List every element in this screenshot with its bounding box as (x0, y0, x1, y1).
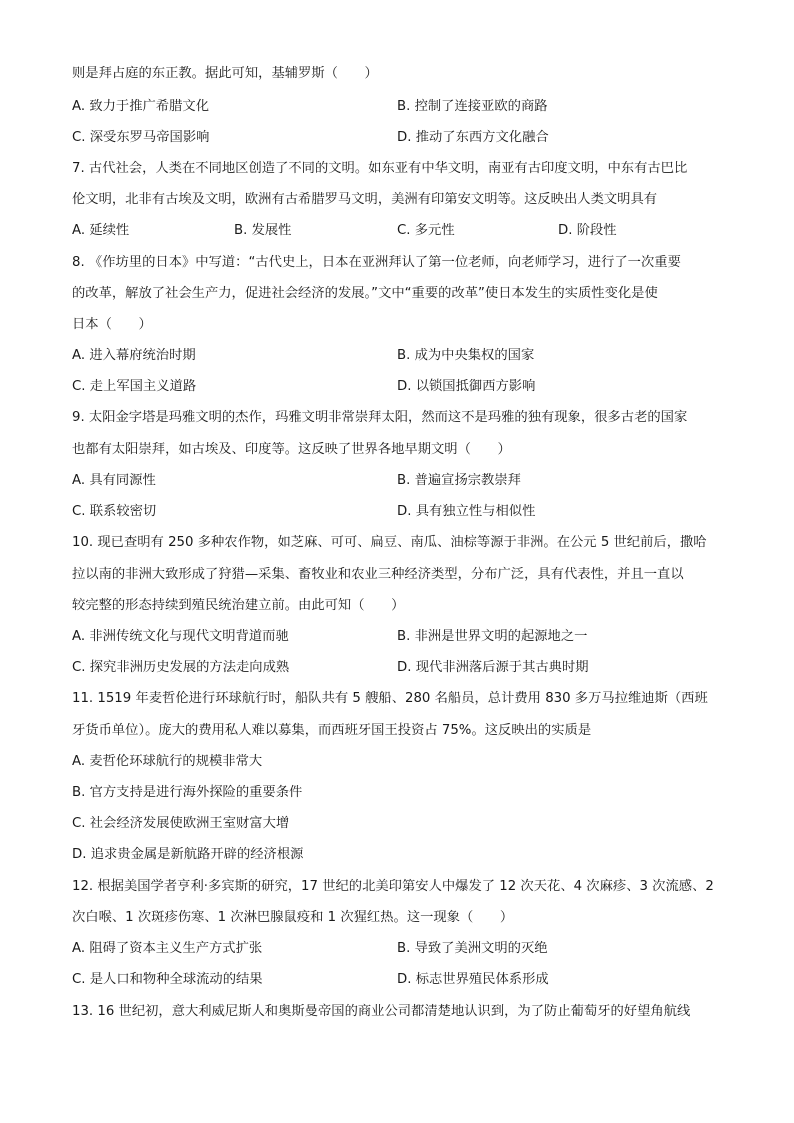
q6-option-b[interactable]: B. 控制了连接亚欧的商路 (397, 99, 548, 114)
q12-stem-line2: 次白喉、1 次斑疹伤寒、1 次淋巴腺鼠疫和 1 次猩红热。这一现象（ ） (72, 910, 514, 925)
q10-option-d[interactable]: D. 现代非洲落后源于其古典时期 (397, 660, 589, 675)
q12-option-b[interactable]: B. 导致了美洲文明的灭绝 (397, 941, 548, 956)
q8-option-c[interactable]: C. 走上军国主义道路 (72, 379, 197, 394)
q10-option-a[interactable]: A. 非洲传统文化与现代文明背道而驰 (72, 629, 289, 644)
q8-stem-line3: 日本（ ） (72, 317, 152, 332)
q11-stem-line1: 11. 1519 年麦哲伦进行环球航行时，船队共有 5 艘船、280 名船员，总计费用 830 多万马拉维迪斯（西班 (72, 691, 708, 706)
q10-stem-line3: 较完整的形态持续到殖民统治建立前。由此可知（ ） (72, 598, 405, 613)
q11-option-a[interactable]: A. 麦哲伦环球航行的规模非常大 (72, 754, 263, 769)
q6-option-d[interactable]: D. 推动了东西方文化融合 (397, 130, 549, 145)
q11-option-d[interactable]: D. 追求贵金属是新航路开辟的经济根源 (72, 847, 304, 862)
q13-stem-line1: 13. 16 世纪初，意大利威尼斯人和奥斯曼帝国的商业公司都清楚地认识到，为了防止葡萄牙的好望角航线 (72, 1004, 691, 1019)
q11-stem-line2: 牙货币单位）。庞大的费用私人难以募集，而西班牙国王投资占 75%。这反映出的实质是 (72, 723, 592, 738)
q8-stem-line2: 的改革，解放了社会生产力，促进社会经济的发展。”文中“重要的改革”使日本发生的实质性变化是使 (72, 286, 658, 301)
q10-option-c[interactable]: C. 探究非洲历史发展的方法走向成熟 (72, 660, 290, 675)
q7-stem-line1: 7. 古代社会，人类在不同地区创造了不同的文明。如东亚有中华文明，南亚有古印度文明，中东有古巴比 (72, 161, 688, 176)
q12-option-d[interactable]: D. 标志世界殖民体系形成 (397, 972, 549, 987)
q9-option-a[interactable]: A. 具有同源性 (72, 473, 156, 488)
q9-stem-line1: 9. 太阳金字塔是玛雅文明的杰作，玛雅文明非常崇拜太阳，然而这不是玛雅的独有现象，很多古老的国家 (72, 410, 688, 425)
q7-option-a[interactable]: A. 延续性 (72, 223, 130, 238)
q6-stem-tail: 则是拜占庭的东正教。据此可知，基辅罗斯（ ） (72, 66, 378, 81)
q6-option-c[interactable]: C. 深受东罗马帝国影响 (72, 130, 210, 145)
q10-option-b[interactable]: B. 非洲是世界文明的起源地之一 (397, 629, 588, 644)
q8-option-a[interactable]: A. 进入幕府统治时期 (72, 348, 196, 363)
q9-option-c[interactable]: C. 联系较密切 (72, 504, 157, 519)
q11-option-c[interactable]: C. 社会经济发展使欧洲王室财富大增 (72, 816, 290, 831)
q10-stem-line2: 拉以南的非洲大致形成了狩猎—采集、畜牧业和农业三种经济类型，分布广泛，具有代表性，并且一直以 (72, 567, 684, 582)
q12-option-a[interactable]: A. 阻碍了资本主义生产方式扩张 (72, 941, 263, 956)
q8-option-d[interactable]: D. 以锁国抵御西方影响 (397, 379, 536, 394)
q10-stem-line1: 10. 现已查明有 250 多种农作物，如芝麻、可可、扁豆、南瓜、油棕等源于非洲。在公元 5 世纪前后，撒哈 (72, 535, 707, 550)
q8-option-b[interactable]: B. 成为中央集权的国家 (397, 348, 535, 363)
q7-option-d[interactable]: D. 阶段性 (558, 223, 617, 238)
q6-option-a[interactable]: A. 致力于推广希腊文化 (72, 99, 209, 114)
q12-stem-line1: 12. 根据美国学者亨利·多宾斯的研究，17 世纪的北美印第安人中爆发了 12 次天花、4 次麻疹、3 次流感、2 (72, 879, 714, 894)
q9-option-d[interactable]: D. 具有独立性与相似性 (397, 504, 536, 519)
q7-stem-line2: 伦文明，北非有古埃及文明，欧洲有古希腊罗马文明，美洲有印第安文明等。这反映出人类文明具有 (72, 192, 658, 207)
q9-stem-line2: 也都有太阳崇拜，如古埃及、印度等。这反映了世界各地早期文明（ ） (72, 442, 511, 457)
q9-option-b[interactable]: B. 普遍宣扬宗教崇拜 (397, 473, 521, 488)
q7-option-c[interactable]: C. 多元性 (397, 223, 455, 238)
q12-option-c[interactable]: C. 是人口和物种全球流动的结果 (72, 972, 263, 987)
q8-stem-line1: 8. 《作坊里的日本》中写道：“古代史上，日本在亚洲拜认了第一位老师，向老师学习，进行了一次重要 (72, 255, 681, 270)
q7-option-b[interactable]: B. 发展性 (234, 223, 292, 238)
q11-option-b[interactable]: B. 官方支持是进行海外探险的重要条件 (72, 785, 303, 800)
